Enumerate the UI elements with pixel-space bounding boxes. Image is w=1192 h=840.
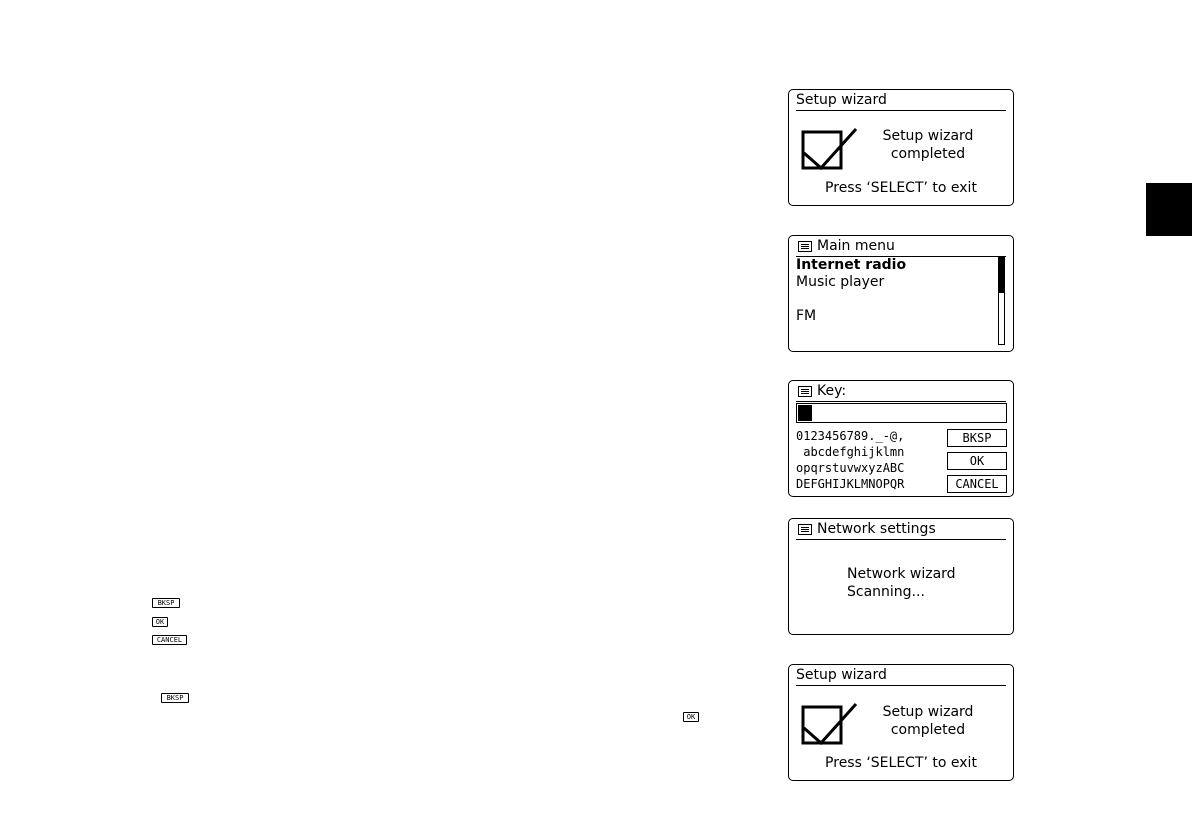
menu-list-icon xyxy=(798,241,812,252)
screen-title: Setup wizard xyxy=(796,667,887,683)
screen-title-bar xyxy=(796,666,1006,686)
screen-title-bar xyxy=(796,237,1006,257)
cancel-button[interactable]: CANCEL xyxy=(947,475,1007,493)
network-wizard-line: Network wizard xyxy=(847,566,956,582)
section-tab-marker xyxy=(1146,183,1192,236)
screen-title: Network settings xyxy=(817,521,936,537)
inline-bksp-icon: BKSP xyxy=(152,598,180,608)
screen-title-bar xyxy=(796,382,1006,402)
screen-title-bar xyxy=(796,520,1006,540)
scrollbar[interactable] xyxy=(998,256,1005,345)
scanning-status: Scanning... xyxy=(847,584,925,600)
char-row-1[interactable]: 0123456789._-@, xyxy=(796,429,905,443)
ok-button[interactable]: OK xyxy=(947,452,1007,470)
message-line-1: Setup wizard xyxy=(882,128,974,144)
key-input-field[interactable] xyxy=(796,403,1007,423)
exit-hint: Press ‘SELECT’ to exit xyxy=(825,180,977,196)
screen-title: Main menu xyxy=(817,238,895,254)
message-line-1: Setup wizard xyxy=(882,704,974,720)
char-row-2[interactable]: abcdefghijklmn xyxy=(796,445,905,459)
menu-item-music-player[interactable]: Music player xyxy=(796,274,885,290)
menu-item-fm[interactable]: FM xyxy=(796,308,817,324)
screen-title: Key: xyxy=(817,383,847,399)
message-line-2: completed xyxy=(890,146,966,162)
network-settings-screen xyxy=(788,518,1014,635)
setup-wizard-complete-screen xyxy=(788,89,1014,206)
char-row-3[interactable]: opqrstuvwxyzABC xyxy=(796,461,905,475)
bksp-button[interactable]: BKSP xyxy=(947,429,1007,447)
menu-list-icon xyxy=(798,386,812,397)
exit-hint: Press ‘SELECT’ to exit xyxy=(825,755,977,771)
menu-list-icon xyxy=(798,524,812,535)
inline-ok-icon-2: OK xyxy=(683,712,699,722)
inline-bksp-icon-2: BKSP xyxy=(161,693,189,703)
scrollbar-thumb[interactable] xyxy=(999,257,1004,293)
screen-title: Setup wizard xyxy=(796,92,887,108)
inline-ok-icon: OK xyxy=(152,617,168,627)
text-cursor xyxy=(798,405,812,421)
checkmark-box-icon xyxy=(801,702,859,746)
screen-title-bar xyxy=(796,91,1006,111)
checkmark-box-icon xyxy=(801,127,859,171)
char-row-4[interactable]: DEFGHIJKLMNOPQR xyxy=(796,477,905,491)
menu-item-internet-radio[interactable]: Internet radio xyxy=(796,257,907,273)
message-line-2: completed xyxy=(890,722,966,738)
setup-wizard-complete-screen-2 xyxy=(788,664,1014,781)
main-menu-screen xyxy=(788,235,1014,352)
inline-cancel-icon: CANCEL xyxy=(152,635,187,645)
key-entry-screen xyxy=(788,380,1014,497)
